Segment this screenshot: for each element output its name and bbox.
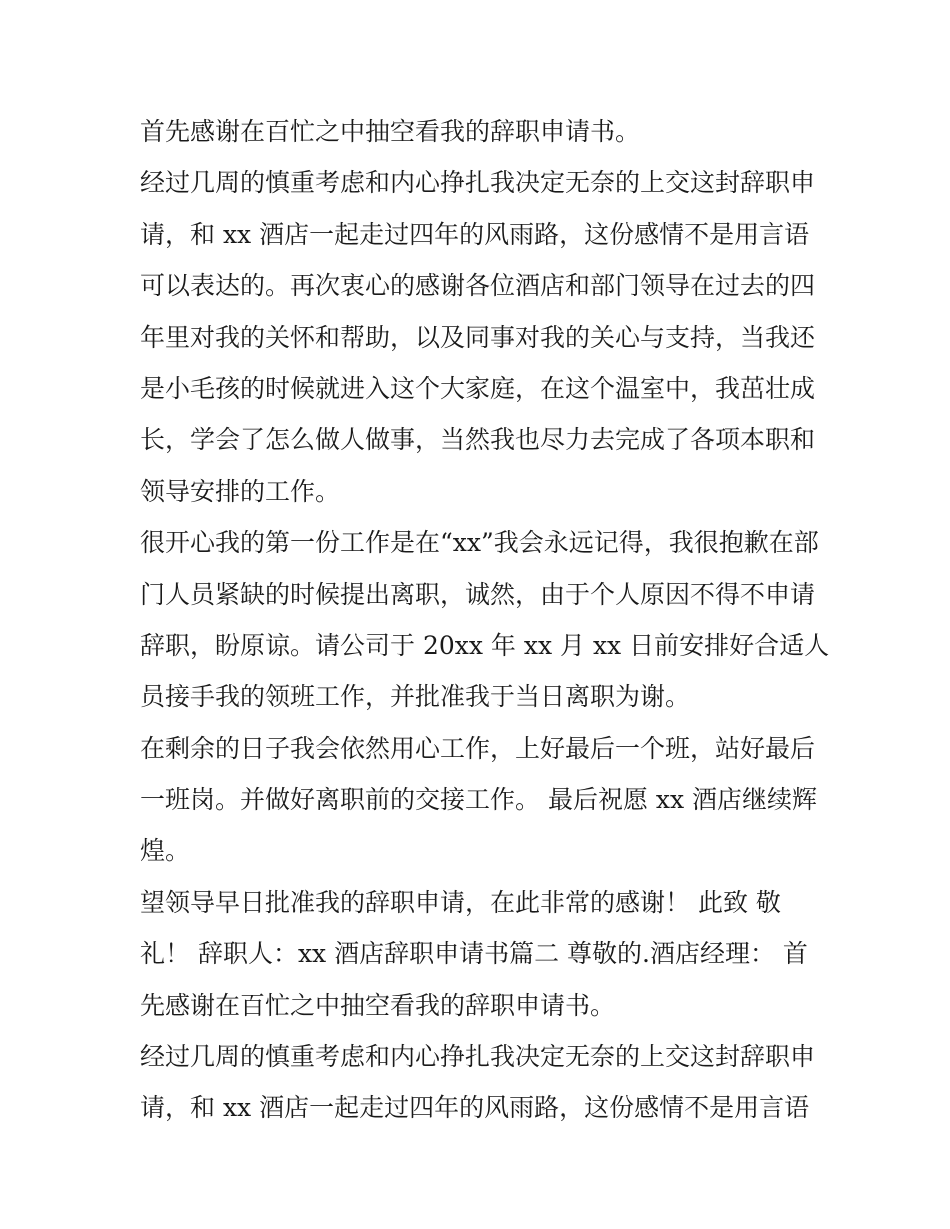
text-line: 望领导早日批准我的辞职申请，在此非常的感谢！ 此致 敬 <box>140 887 781 917</box>
text-line: 是小毛孩的时候就进入这个大家庭，在这个温室中，我茁壮成 <box>140 373 816 403</box>
text-line: 经过几周的慎重考虑和内心挣扎我决定无奈的上交这封辞职申 <box>140 1042 816 1072</box>
text-line: 煌。 <box>140 836 191 866</box>
text-line: 首先感谢在百忙之中抽空看我的辞职申请书。 <box>140 117 641 146</box>
text-line: 请，和 xx 酒店一起走过四年的风雨路，这份感情不是用言语 <box>140 1093 810 1123</box>
text-line: 员接手我的领班工作，并批准我于当日离职为谢。 <box>140 682 691 712</box>
text-line: 门人员紧缺的时候提出离职，诚然，由于个人原因不得不申请 <box>140 579 816 609</box>
text-line: 年里对我的关怀和帮助，以及同事对我的关心与支持，当我还 <box>140 322 816 352</box>
text-line: 长，学会了怎么做人做事，当然我也尽力去完成了各项本职和 <box>140 425 816 455</box>
text-line: 经过几周的慎重考虑和内心挣扎我决定无奈的上交这封辞职申 <box>140 168 816 198</box>
text-line: 可以表达的。再次衷心的感谢各位酒店和部门领导在过去的四 <box>140 271 816 301</box>
text-line: 先感谢在百忙之中抽空看我的辞职申请书。 <box>140 990 616 1020</box>
text-line: 请，和 xx 酒店一起走过四年的风雨路，这份感情不是用言语 <box>140 219 810 249</box>
text-line: 辞职，盼原谅。请公司于 20xx 年 xx 月 xx 日前安排好合适人 <box>140 630 830 660</box>
text-line: 一班岗。并做好离职前的交接工作。 最后祝愿 xx 酒店继续辉 <box>140 785 818 815</box>
text-line: 礼！ 辞职人：xx 酒店辞职申请书篇二 尊敬的.酒店经理： 首 <box>140 939 808 969</box>
text-line: 很开心我的第一份工作是在“xx”我会永远记得，我很抱歉在部 <box>140 528 819 558</box>
letter-body <box>140 106 830 1134</box>
text-line: 领导安排的工作。 <box>140 476 341 506</box>
text-line: 在剩余的日子我会依然用心工作，上好最后一个班，站好最后 <box>140 733 816 763</box>
